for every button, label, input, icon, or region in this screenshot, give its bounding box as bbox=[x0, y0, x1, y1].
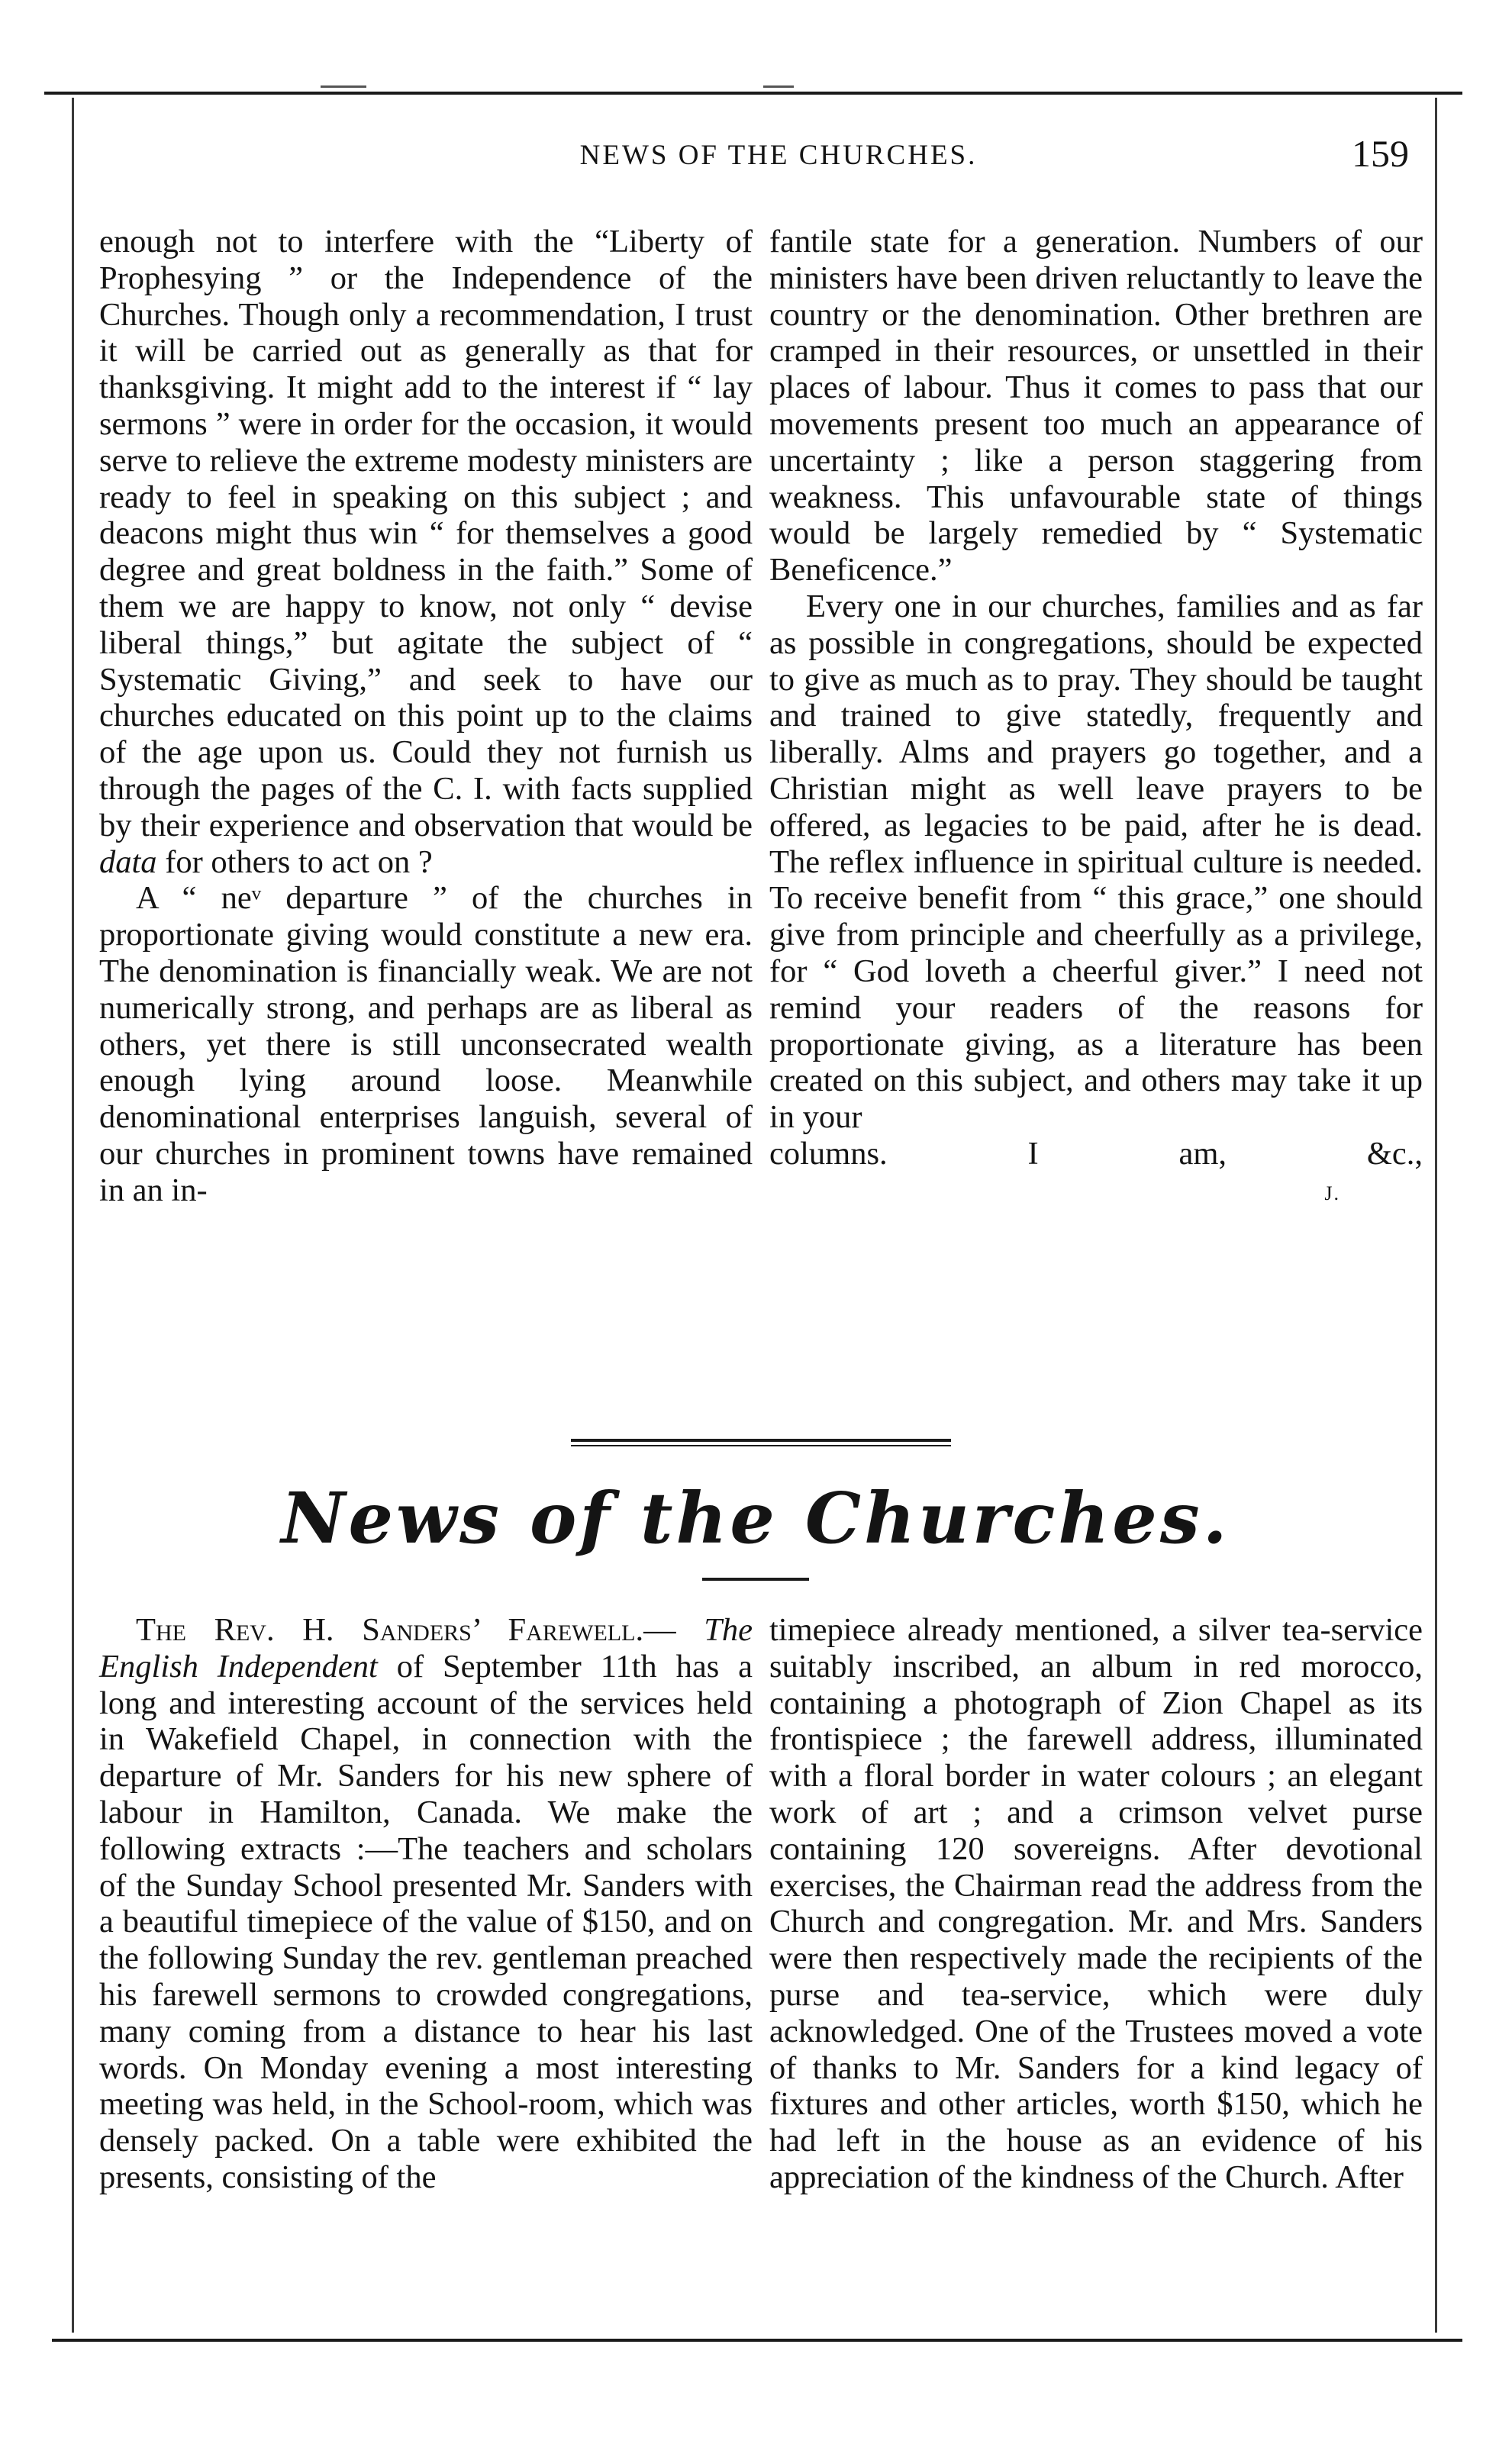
letter-paragraph: Every one in our churches, families and as far as possible in congregations, should be expected to give as much as to pray. They should be taught and trained to give statedly, frequently and liberally. Alms and prayers go together, and a Christian might as well leave prayers to be offered, as legacies to be paid, after he is dead. The reflex influence in spiritual culture is needed. To receive benefit from “ this grace,” one should give from principle and cheerfully as a privilege, for “ God loveth a cheerful giver.” I need not remind your readers of the reasons for proportionate giving, as a literature has been created on this subject, and others may take it up in your bbox=[769, 588, 1423, 1136]
news-text: of September 11th has a long and interesting account of the services held in Wakefield Chapel, in connection with the departure of Mr. Sanders for his new sphere of labour in Hamilton, Canada. We make the following extracts :—The teachers and scholars of the Sunday School presented Mr. Sanders with a beautiful timepiece of the value of $150, and on the following Sunday the rev. gentleman preached his farewell sermons to crowded congregations, many coming from a distance to hear his last words. On Monday evening a most interesting meeting was held, in the School-room, which was densely packed. On a table were exhibited the presents, consisting of the bbox=[99, 1648, 753, 2195]
letter-italic-word: data bbox=[99, 843, 157, 880]
letter-paragraph: fantile state for a generation. Numbers of our ministers have been driven reluctantly to leave the country or the denomination. Other brethren are cramped in their resources, or unsettled in their places of labour. Thus it comes to pass that our movements present too much an appearance of uncertainty ; like a person staggering from weakness. This unfavourable state of things would be largely remedied by “ Systematic Beneficence.” bbox=[769, 224, 1423, 588]
section-separator-upper bbox=[571, 1439, 951, 1442]
news-paragraph bbox=[99, 1612, 753, 2196]
letter-paragraph: A “ neᵛ departure ” of the churches in proportionate giving would constitute a new era. The denomination is financially weak. We are not numerically strong, and perhaps are as liberal as others, yet there is still unconsecrated wealth enough lying around loose. Meanwhile denominational enterprises languish, several of our churches in prominent towns have remained in an in- bbox=[99, 880, 753, 1208]
section-separator-lower bbox=[571, 1445, 951, 1446]
letter-text: for others to act on ? bbox=[165, 843, 433, 880]
page-border-bottom bbox=[52, 2339, 1462, 2342]
letter-signature: J. bbox=[1324, 1182, 1340, 1204]
news-paragraph: timepiece already mentioned, a silver tea-service suitably inscribed, an album in red morocco, containing a photograph of Zion Chapel as its frontispiece ; the farewell address, illuminated with a floral border in water colours ; an elegant work of art ; and a crimson velvet purse containing 120 sovereigns. After devotional exercises, the Chairman read the address from the Church and congregation. Mr. and Mrs. Sanders were then respectively made the recipients of the purse and tea-service, which were duly acknowledged. One of the Trustees moved a vote of thanks to Mr. Sanders for a kind legacy of fixtures and other articles, worth $150, which he had left in the house as an evidence of his appreciation of the kindness of the Church. After bbox=[769, 1612, 1423, 2195]
running-head: NEWS OF THE CHURCHES. bbox=[579, 140, 978, 171]
page-number: 159 bbox=[1352, 132, 1409, 175]
section-heading: News of the Churches. bbox=[281, 1477, 1230, 1559]
letter-closing bbox=[769, 1136, 1423, 1172]
page-border-right bbox=[1435, 98, 1437, 2333]
page-border-left bbox=[72, 98, 74, 2333]
border-fragment bbox=[321, 85, 366, 88]
letter-text: enough not to interfere with the “Liberty of Prophesying ” or the Independence of the Churches. Though only a recommendation, I trust it will be carried out as generally as that for thanksgiving. It might add to the interest if “ lay sermons ” were in order for the occasion, it would serve to relieve the extreme modesty ministers are ready to feel in speaking on this subject ; and deacons might thus win “ for themselves a good degree and great boldness in the faith.” Some of them we are happy to know, not only “ devise liberal things,” but agitate the subject of “ Systematic Giving,” and seek to have our churches educated on this point up to the claims of the age upon us. Could they not furnish us through the pages of the C. I. with facts supplied by their experience and observation that would be bbox=[99, 224, 753, 843]
page-border-top bbox=[44, 92, 1462, 95]
news-item-title: The Rev. H. Sanders’ Farewell.— bbox=[136, 1612, 676, 1648]
letter-column-right bbox=[769, 224, 1423, 1212]
news-source-title: The English Independent bbox=[99, 1612, 753, 1685]
news-column-left bbox=[99, 1612, 753, 2196]
heading-rule bbox=[702, 1578, 809, 1581]
letter-paragraph bbox=[99, 224, 753, 880]
letter-closing-word: columns. bbox=[769, 1135, 888, 1172]
letter-salutation: I am, &c., bbox=[1027, 1135, 1423, 1172]
letter-column-left bbox=[99, 224, 753, 1209]
news-column-right bbox=[769, 1612, 1423, 2196]
border-fragment bbox=[763, 85, 794, 88]
